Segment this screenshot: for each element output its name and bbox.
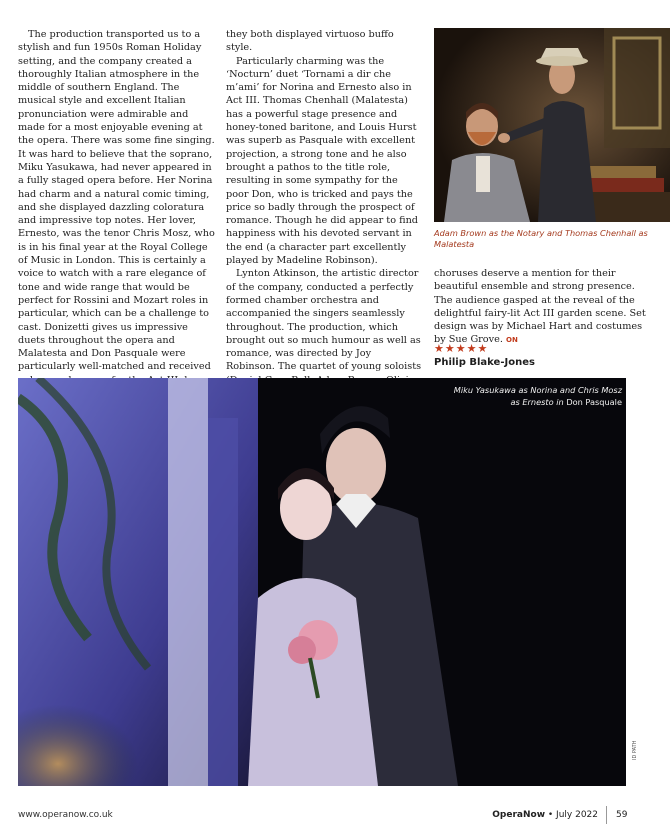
paragraph-continuation — [434, 267, 652, 348]
paragraph-continuation: they both displayed virtuoso buffo style. — [226, 29, 394, 54]
footer-magazine-issue — [492, 810, 598, 820]
photo-notary-malatesta — [434, 28, 670, 222]
photo-illustration — [434, 28, 670, 222]
article-column-2 — [226, 28, 422, 414]
article-column-3 — [434, 267, 652, 348]
photo-illustration — [18, 378, 626, 786]
caption-line-1: Miku Yasukawa as Norina and Chris Mosz — [453, 385, 622, 395]
footer-divider — [606, 806, 607, 824]
caption-line-2-prefix: as Ernesto in — [510, 397, 567, 407]
magazine-name: OperaNow — [492, 810, 546, 820]
end-mark: ON — [506, 336, 518, 345]
paragraph: Lynton Atkinson, the artistic director of the company, conducted a perfectly formed chamber orchestra and accompanied the singers seamlessly throughout. The production, which brought out so much humour as well as romance, was directed by Joy Robinson. The quartet of young soloists — [226, 268, 422, 373]
paragraph-text: choruses deserve a mention for their beautiful ensemble and strong presence. The audience gasped at the reveal of the delightful fairy-lit Act III garden scene. Set design was by Michael Hart and costumes by Sue Grove. — [434, 268, 646, 346]
page-number: 59 — [616, 810, 628, 820]
footer-website-url[interactable]: www.operanow.co.uk — [18, 810, 113, 820]
photo-credit: ID PATH — [632, 740, 638, 760]
rating-stars: ★★★★★ — [434, 342, 489, 355]
photo-norina-ernesto — [18, 378, 626, 786]
caption-top-photo: Adam Brown as the Notary and Thomas Chenhall as Malatesta — [434, 228, 648, 249]
caption-opera-title: Don Pasquale — [566, 397, 622, 407]
reviewer-name: Philip Blake-Jones — [434, 357, 535, 368]
caption-main-photo — [402, 384, 622, 408]
issue-date: • July 2022 — [545, 810, 598, 820]
paragraph: The production transported us to a stylish and fun 1950s Roman Holiday setting, and the company created a thoroughly Italian atmosphere in the middle of southern England. The musical style and excellent Italian pronunciation were admirable and made for a most enjoyable evening at the opera. There was some fine singing. It was hard to believe that the soprano, Miku Yasukawa, had never appeared in a fully staged opera before. Her Norina had charm and a natural comic timing, and she displayed dazzling coloratura and impressive top notes. Her lover, Ernesto, was the tenor Chris Mosz, who is in his final year at the Royal College of Music in London. This is certainly a voice to watch with a rare elegance of tone and wide range that would be perfect for Rossini and Mozart roles in particular, which can be a challenge to cast. Donizetti gives us impressive duets throughout the opera and Malatesta and Don Pasquale were particularly well-matched and received — [18, 29, 215, 373]
paragraph: Particularly charming was the ‘Nocturn’ duet ‘Tornami a dir che m’ami’ for Norina and Ernesto also in Act III. Thomas Chenhall (Malatesta) has a powerful stage presence and honey-toned baritone, and Louis Hurst was superb as Pasquale with excellent projection, a strong tone and he also brought a pathos to the title role, resulting in some sympathy for the poor Don, who is tricked and pays the price so badly through the prospect of romance. Though he did appear to find happiness with his devoted servant in the end (a character part excellently played by Madeline Robinson). — [226, 55, 419, 267]
article-column-1 — [18, 28, 216, 400]
